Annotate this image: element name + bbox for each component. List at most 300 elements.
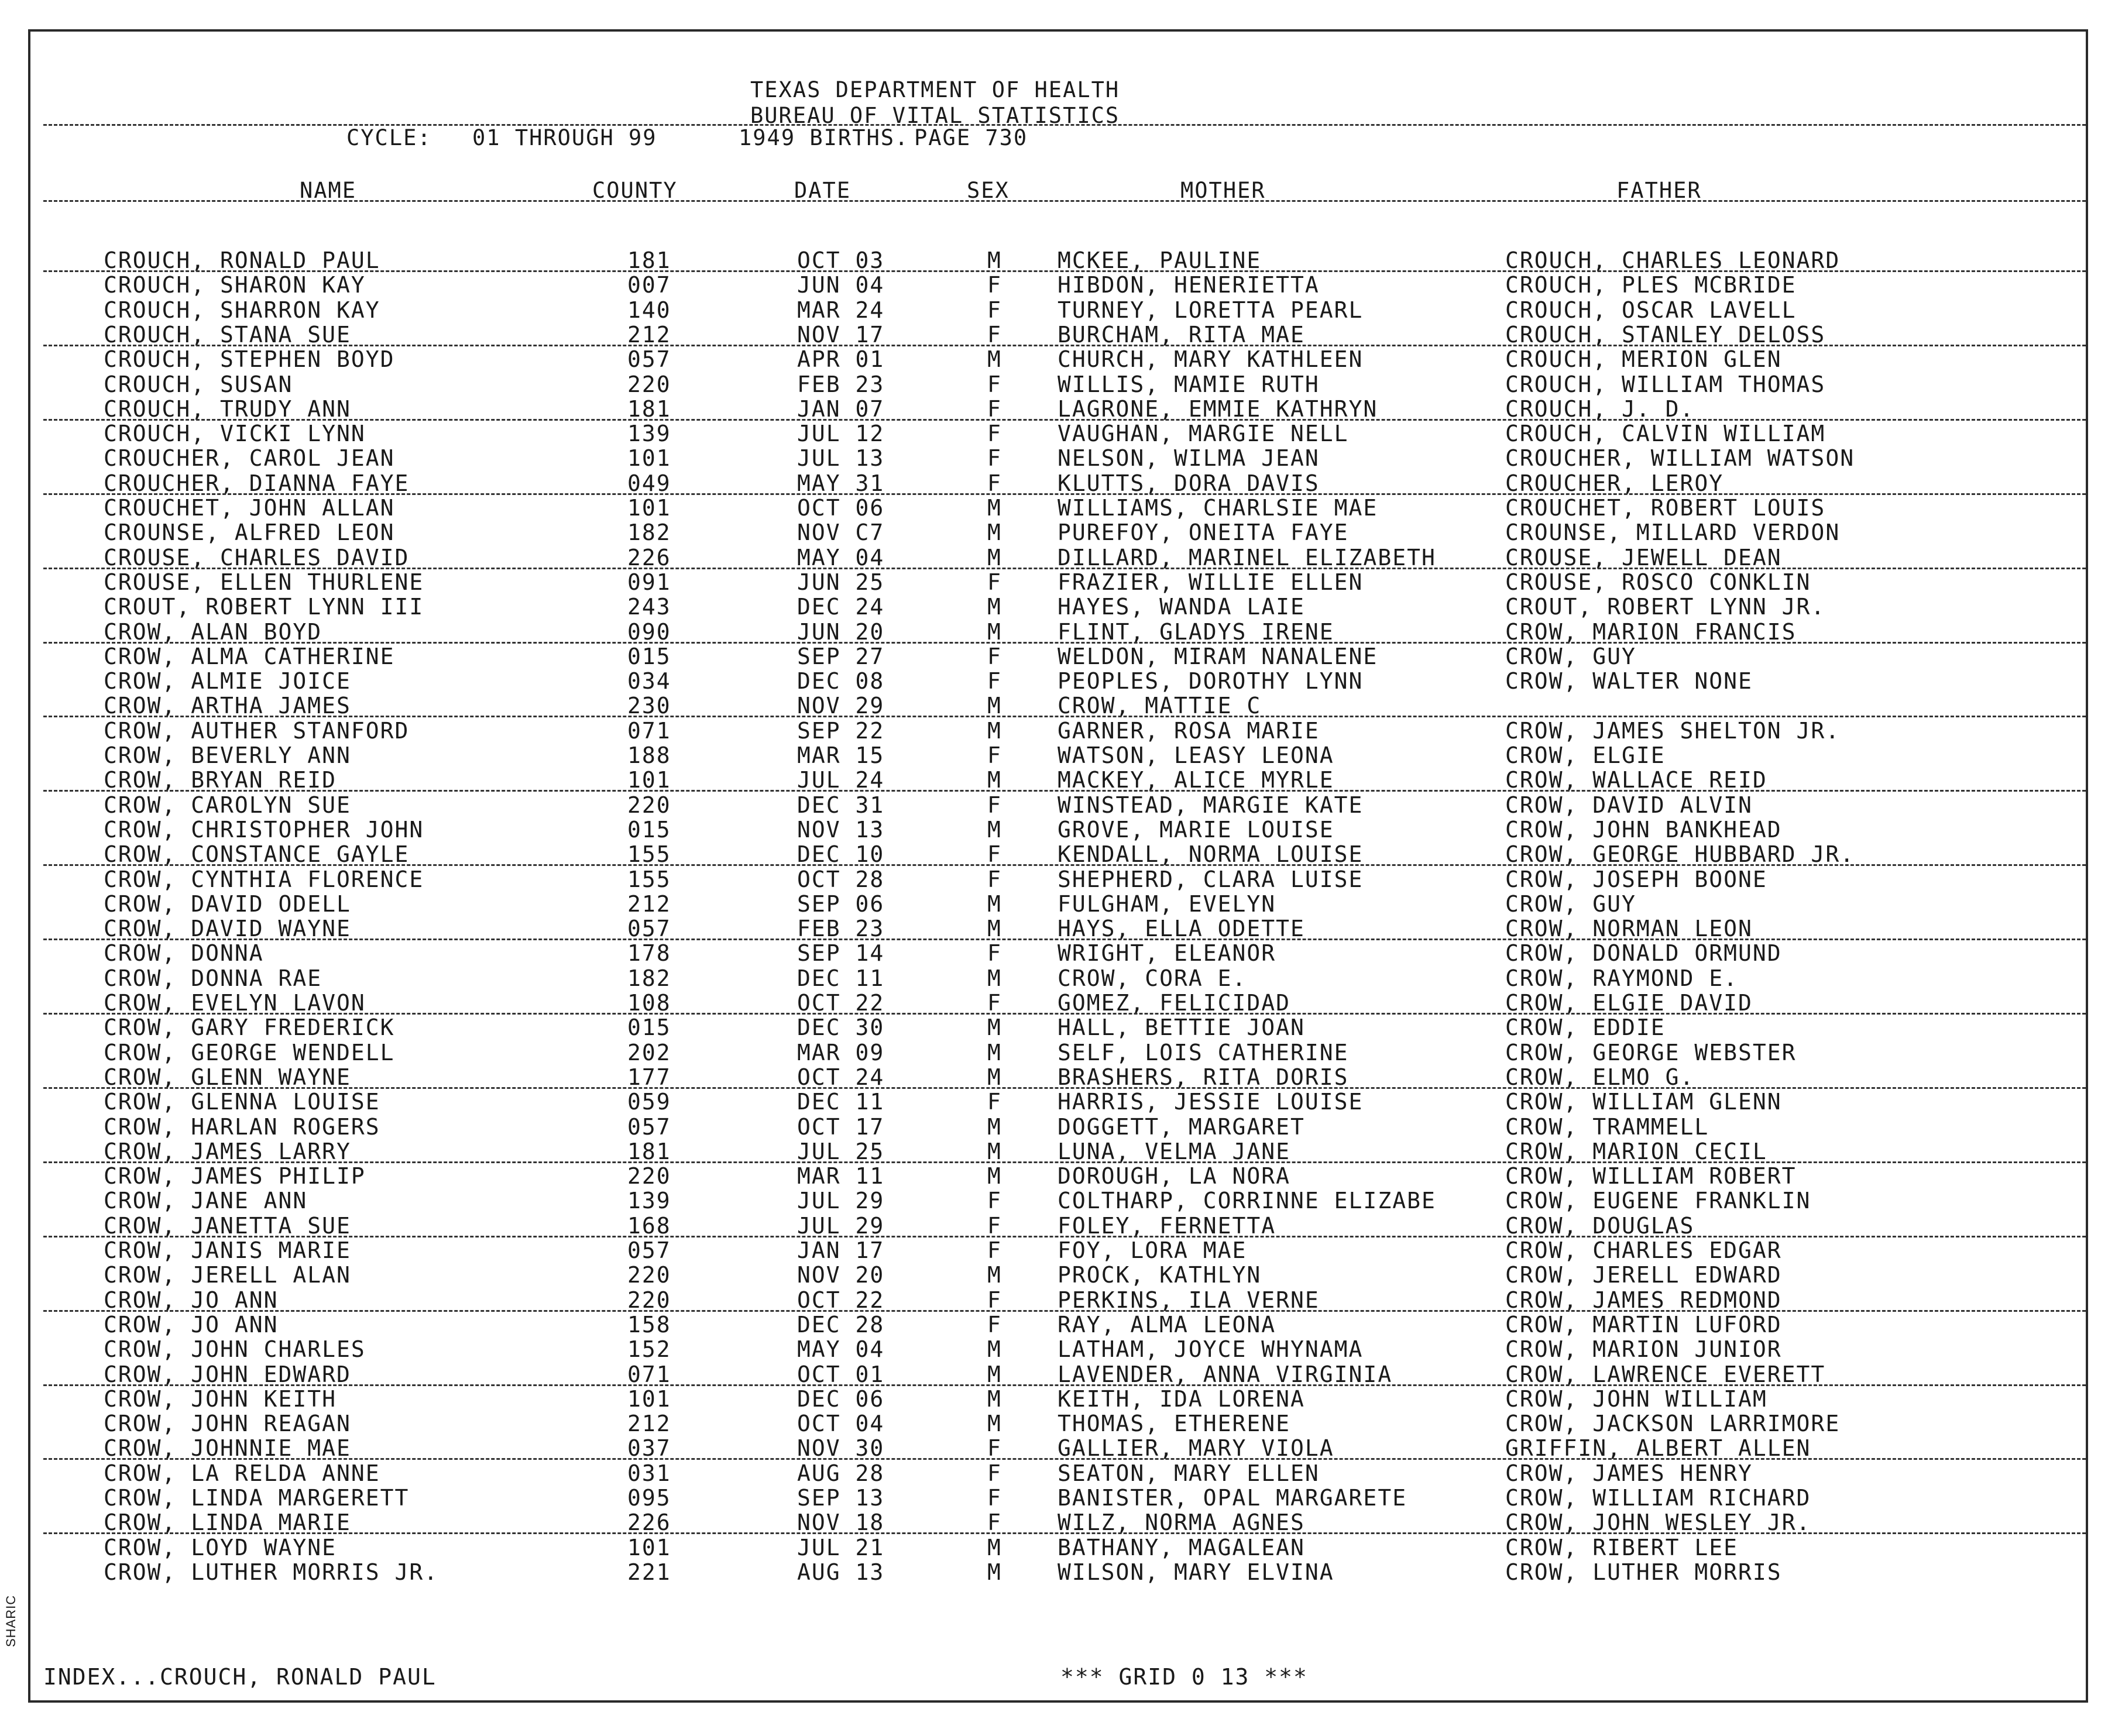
record-father: CROW, CHARLES EDGAR <box>1505 1237 1782 1263</box>
record-name: CROW, CHRISTOPHER JOHN <box>104 816 424 843</box>
record-county: 101 <box>627 1534 671 1560</box>
record-name: CROW, GLENNA LOUISE <box>104 1089 380 1115</box>
column-header-sex: SEX <box>967 178 1010 203</box>
record-county: 181 <box>627 396 671 422</box>
record-name: CROW, LUTHER MORRIS JR. <box>104 1559 439 1585</box>
record-mother: GOMEZ, FELICIDAD <box>1058 990 1291 1016</box>
record-sex: M <box>987 767 1002 793</box>
record-mother: FOLEY, FERNETTA <box>1058 1212 1276 1239</box>
column-header-mother: MOTHER <box>1180 178 1266 203</box>
record-mother: FLINT, GLADYS IRENE <box>1058 618 1334 645</box>
record-sex: M <box>987 1534 1002 1560</box>
record-father: CROW, NORMAN LEON <box>1505 916 1753 942</box>
record-mother: WELDON, MIRAM NANALENE <box>1058 643 1378 669</box>
record-mother: HAYES, WANDA LAIE <box>1058 594 1305 620</box>
record-date: DEC 31 <box>797 792 885 818</box>
record-mother: BRASHERS, RITA DORIS <box>1058 1064 1349 1090</box>
record-sex: M <box>987 1015 1002 1041</box>
page-number: PAGE 730 <box>914 125 1028 150</box>
record-date: NOV 13 <box>797 816 885 843</box>
record-mother: KEITH, IDA LORENA <box>1058 1386 1305 1412</box>
record-name: CROW, DAVID ODELL <box>104 891 351 917</box>
record-mother: SHEPHERD, CLARA LUISE <box>1058 866 1364 892</box>
record-date: OCT 03 <box>797 247 885 273</box>
row-divider <box>43 1458 2086 1460</box>
record-sex: F <box>987 1485 1002 1511</box>
record-county: 158 <box>627 1311 671 1338</box>
record-date: OCT 22 <box>797 1287 885 1313</box>
record-date: JAN 07 <box>797 396 885 422</box>
record-sex: M <box>987 965 1002 991</box>
record-name: CROW, JAMES PHILIP <box>104 1163 366 1190</box>
record-name: CROUCH, STEPHEN BOYD <box>104 346 395 373</box>
record-name: CROUCHER, CAROL JEAN <box>104 445 395 472</box>
record-name: CROUCH, VICKI LYNN <box>104 421 366 447</box>
record-father: CROW, GUY <box>1505 891 1636 917</box>
record-name: CROUCH, TRUDY ANN <box>104 396 351 422</box>
record-county: 037 <box>627 1435 671 1462</box>
record-name: CROW, JAMES LARRY <box>104 1138 351 1164</box>
record-father: CROW, WILLIAM RICHARD <box>1505 1485 1811 1511</box>
record-father: CROW, MARION FRANCIS <box>1505 618 1797 645</box>
record-name: CROW, GEORGE WENDELL <box>104 1039 395 1065</box>
record-sex: M <box>987 495 1002 521</box>
record-mother: MACKEY, ALICE MYRLE <box>1058 767 1334 793</box>
record-sex: F <box>987 396 1002 422</box>
record-name: CROW, EVELYN LAVON <box>104 990 366 1016</box>
record-father: CROW, WILLIAM ROBERT <box>1505 1163 1797 1190</box>
record-date: OCT 17 <box>797 1113 885 1140</box>
row-divider <box>43 1532 2086 1534</box>
record-sex: F <box>987 371 1002 397</box>
record-name: CROW, ARTHA JAMES <box>104 693 351 719</box>
record-name: CROUCHER, DIANNA FAYE <box>104 470 410 496</box>
record-name: CROUSE, ELLEN THURLENE <box>104 569 424 595</box>
document-page <box>28 29 2088 1703</box>
record-father: CROW, WALLACE REID <box>1505 767 1767 793</box>
record-date: NOV 29 <box>797 693 885 719</box>
record-county: 220 <box>627 1163 671 1190</box>
record-mother: GROVE, MARIE LOUISE <box>1058 816 1334 843</box>
record-sex: F <box>987 742 1002 768</box>
record-mother: KENDALL, NORMA LOUISE <box>1058 841 1364 868</box>
record-date: DEC 28 <box>797 1311 885 1338</box>
record-sex: M <box>987 1163 1002 1190</box>
record-sex: F <box>987 1188 1002 1214</box>
record-county: 177 <box>627 1064 671 1090</box>
record-sex: M <box>987 1064 1002 1090</box>
row-divider <box>43 790 2086 792</box>
record-father: CROUCHER, LEROY <box>1505 470 1724 496</box>
record-sex: M <box>987 717 1002 744</box>
record-date: MAR 15 <box>797 742 885 768</box>
record-mother: WILSON, MARY ELVINA <box>1058 1559 1334 1585</box>
index-label: INDEX...CROUCH, RONALD PAUL <box>43 1664 437 1690</box>
record-father: CROW, JOSEPH BOONE <box>1505 866 1767 892</box>
record-name: CROW, JOHNNIE MAE <box>104 1435 351 1462</box>
record-name: CROW, GARY FREDERICK <box>104 1015 395 1041</box>
record-name: CROW, LINDA MARGERETT <box>104 1485 410 1511</box>
record-mother: GARNER, ROSA MARIE <box>1058 717 1320 744</box>
header-line-2: BUREAU OF VITAL STATISTICS <box>750 103 1120 128</box>
record-sex: M <box>987 816 1002 843</box>
record-sex: F <box>987 1311 1002 1338</box>
record-county: 140 <box>627 297 671 323</box>
record-sex: M <box>987 346 1002 373</box>
record-county: 057 <box>627 1113 671 1140</box>
record-mother: HIBDON, HENERIETTA <box>1058 272 1320 298</box>
column-header-county: COUNTY <box>592 178 678 203</box>
record-county: 188 <box>627 742 671 768</box>
record-sex: M <box>987 1386 1002 1412</box>
record-mother: FRAZIER, WILLIE ELLEN <box>1058 569 1364 595</box>
record-county: 178 <box>627 940 671 967</box>
record-name: CROW, DAVID WAYNE <box>104 916 351 942</box>
record-father: CROUNSE, MILLARD VERDON <box>1505 520 1841 546</box>
record-father: CROW, RIBERT LEE <box>1505 1534 1739 1560</box>
record-name: CROUCH, RONALD PAUL <box>104 247 380 273</box>
record-county: 168 <box>627 1212 671 1239</box>
record-county: 182 <box>627 965 671 991</box>
record-father: CROUCH, PLES MCBRIDE <box>1505 272 1797 298</box>
record-date: JUL 21 <box>797 1534 885 1560</box>
record-name: CROW, CYNTHIA FLORENCE <box>104 866 424 892</box>
record-sex: M <box>987 1039 1002 1065</box>
record-sex: F <box>987 668 1002 695</box>
record-father: CROUSE, JEWELL DEAN <box>1505 544 1782 570</box>
record-sex: M <box>987 916 1002 942</box>
record-name: CROUCHET, JOHN ALLAN <box>104 495 395 521</box>
record-county: 101 <box>627 495 671 521</box>
record-sex: F <box>987 1435 1002 1462</box>
column-header-divider <box>43 200 2086 202</box>
record-father: CROW, WILLIAM GLENN <box>1505 1089 1782 1115</box>
cycle-value: 01 THROUGH 99 <box>472 125 657 150</box>
record-sex: M <box>987 520 1002 546</box>
record-date: NOV 17 <box>797 321 885 348</box>
record-name: CROW, LINDA MARIE <box>104 1510 351 1536</box>
side-mark: SHARIC <box>4 1594 18 1647</box>
record-sex: F <box>987 1460 1002 1486</box>
record-sex: M <box>987 1559 1002 1585</box>
record-county: 059 <box>627 1089 671 1115</box>
record-county: 181 <box>627 1138 671 1164</box>
record-county: 095 <box>627 1485 671 1511</box>
record-date: MAY 31 <box>797 470 885 496</box>
record-father: CROW, JOHN WESLEY JR. <box>1505 1510 1811 1536</box>
record-name: CROW, JANETTA SUE <box>104 1212 351 1239</box>
record-date: JUN 20 <box>797 618 885 645</box>
record-mother: HAYS, ELLA ODETTE <box>1058 916 1305 942</box>
record-date: APR 01 <box>797 346 885 373</box>
record-mother: PEOPLES, DOROTHY LYNN <box>1058 668 1364 695</box>
record-county: 057 <box>627 916 671 942</box>
record-mother: KLUTTS, DORA DAVIS <box>1058 470 1320 496</box>
record-mother: WILZ, NORMA AGNES <box>1058 1510 1305 1536</box>
record-father: CROW, JAMES HENRY <box>1505 1460 1753 1486</box>
record-father: CROW, JOHN WILLIAM <box>1505 1386 1767 1412</box>
record-county: 007 <box>627 272 671 298</box>
record-date: OCT 06 <box>797 495 885 521</box>
record-name: CROUCH, SUSAN <box>104 371 293 397</box>
record-date: FEB 23 <box>797 916 885 942</box>
record-date: JUN 04 <box>797 272 885 298</box>
record-father: CROW, EUGENE FRANKLIN <box>1505 1188 1811 1214</box>
record-county: 212 <box>627 891 671 917</box>
record-sex: F <box>987 990 1002 1016</box>
record-name: CROUNSE, ALFRED LEON <box>104 520 395 546</box>
cycle-label: CYCLE: <box>346 125 432 150</box>
record-name: CROW, LA RELDA ANNE <box>104 1460 380 1486</box>
record-father: GRIFFIN, ALBERT ALLEN <box>1505 1435 1811 1462</box>
record-sex: M <box>987 247 1002 273</box>
record-father: CROW, MARION CECIL <box>1505 1138 1767 1164</box>
record-county: 071 <box>627 717 671 744</box>
record-mother: CROW, CORA E. <box>1058 965 1247 991</box>
record-mother: WILLIAMS, CHARLSIE MAE <box>1058 495 1378 521</box>
record-mother: HARRIS, JESSIE LOUISE <box>1058 1089 1364 1115</box>
record-father: CROUCH, OSCAR LAVELL <box>1505 297 1797 323</box>
record-mother: DILLARD, MARINEL ELIZABETH <box>1058 544 1436 570</box>
record-date: SEP 13 <box>797 1485 885 1511</box>
record-father: CROW, DAVID ALVIN <box>1505 792 1753 818</box>
record-name: CROW, ALMIE JOICE <box>104 668 351 695</box>
record-mother: PERKINS, ILA VERNE <box>1058 1287 1320 1313</box>
record-mother: LUNA, VELMA JANE <box>1058 1138 1291 1164</box>
record-mother: BANISTER, OPAL MARGARETE <box>1058 1485 1407 1511</box>
record-mother: CROW, MATTIE C <box>1058 693 1262 719</box>
record-county: 049 <box>627 470 671 496</box>
record-county: 212 <box>627 1411 671 1437</box>
record-sex: F <box>987 792 1002 818</box>
record-name: CROW, CAROLYN SUE <box>104 792 351 818</box>
record-sex: M <box>987 1113 1002 1140</box>
record-date: AUG 28 <box>797 1460 885 1486</box>
record-name: CROW, CONSTANCE GAYLE <box>104 841 410 868</box>
record-sex: M <box>987 1361 1002 1387</box>
record-county: 101 <box>627 1386 671 1412</box>
record-father: CROW, RAYMOND E. <box>1505 965 1739 991</box>
record-sex: M <box>987 594 1002 620</box>
record-name: CROUCH, SHARON KAY <box>104 272 366 298</box>
record-date: MAR 11 <box>797 1163 885 1190</box>
record-father: CROW, MARTIN LUFORD <box>1505 1311 1782 1338</box>
record-date: MAY 04 <box>797 1336 885 1363</box>
record-father: CROUSE, ROSCO CONKLIN <box>1505 569 1811 595</box>
record-mother: LAVENDER, ANNA VIRGINIA <box>1058 1361 1393 1387</box>
record-name: CROW, GLENN WAYNE <box>104 1064 351 1090</box>
births-label: 1949 BIRTHS. <box>739 125 909 150</box>
record-date: JUL 24 <box>797 767 885 793</box>
record-county: 034 <box>627 668 671 695</box>
record-father: CROW, LAWRENCE EVERETT <box>1505 1361 1826 1387</box>
record-sex: M <box>987 891 1002 917</box>
record-father: CROUCH, MERION GLEN <box>1505 346 1782 373</box>
record-name: CROW, JO ANN <box>104 1311 279 1338</box>
record-county: 181 <box>627 247 671 273</box>
record-sex: M <box>987 693 1002 719</box>
record-mother: COLTHARP, CORRINNE ELIZABE <box>1058 1188 1436 1214</box>
record-date: JUL 13 <box>797 445 885 472</box>
record-sex: M <box>987 618 1002 645</box>
record-county: 152 <box>627 1336 671 1363</box>
record-county: 101 <box>627 767 671 793</box>
record-sex: F <box>987 272 1002 298</box>
record-county: 220 <box>627 1262 671 1288</box>
record-father: CROW, GEORGE WEBSTER <box>1505 1039 1797 1065</box>
record-county: 155 <box>627 866 671 892</box>
column-header-father: FATHER <box>1616 178 1702 203</box>
record-mother: PROCK, KATHLYN <box>1058 1262 1262 1288</box>
record-county: 139 <box>627 421 671 447</box>
grid-label: *** GRID 0 13 *** <box>1060 1664 1308 1690</box>
record-father: CROUCH, WILLIAM THOMAS <box>1505 371 1826 397</box>
record-mother: DOGGETT, MARGARET <box>1058 1113 1305 1140</box>
record-date: DEC 10 <box>797 841 885 868</box>
record-date: DEC 11 <box>797 965 885 991</box>
record-date: NOV C7 <box>797 520 885 546</box>
record-date: DEC 06 <box>797 1386 885 1412</box>
record-mother: SELF, LOIS CATHERINE <box>1058 1039 1349 1065</box>
record-date: OCT 28 <box>797 866 885 892</box>
record-county: 015 <box>627 643 671 669</box>
record-mother: BATHANY, MAGALEAN <box>1058 1534 1305 1560</box>
record-name: CROW, ALMA CATHERINE <box>104 643 395 669</box>
record-county: 090 <box>627 618 671 645</box>
record-sex: F <box>987 569 1002 595</box>
record-county: 108 <box>627 990 671 1016</box>
record-mother: VAUGHAN, MARGIE NELL <box>1058 421 1349 447</box>
record-date: JUL 29 <box>797 1188 885 1214</box>
record-name: CROW, ALAN BOYD <box>104 618 322 645</box>
record-father: CROW, DOUGLAS <box>1505 1212 1695 1239</box>
record-father: CROW, JERELL EDWARD <box>1505 1262 1782 1288</box>
record-date: FEB 23 <box>797 371 885 397</box>
record-date: OCT 24 <box>797 1064 885 1090</box>
record-father: CROUCHER, WILLIAM WATSON <box>1505 445 1855 472</box>
record-sex: M <box>987 1336 1002 1363</box>
record-date: MAY 04 <box>797 544 885 570</box>
record-county: 220 <box>627 1287 671 1313</box>
record-father: CROUT, ROBERT LYNN JR. <box>1505 594 1826 620</box>
record-father: CROW, WALTER NONE <box>1505 668 1753 695</box>
record-mother: DOROUGH, LA NORA <box>1058 1163 1291 1190</box>
record-date: SEP 14 <box>797 940 885 967</box>
record-name: CROW, LOYD WAYNE <box>104 1534 337 1560</box>
record-sex: F <box>987 1287 1002 1313</box>
record-father: CROUCH, CHARLES LEONARD <box>1505 247 1841 273</box>
record-date: OCT 04 <box>797 1411 885 1437</box>
record-name: CROW, JOHN CHARLES <box>104 1336 366 1363</box>
record-mother: NELSON, WILMA JEAN <box>1058 445 1320 472</box>
column-header-date: DATE <box>794 178 852 203</box>
record-name: CROW, AUTHER STANFORD <box>104 717 410 744</box>
record-mother: FULGHAM, EVELYN <box>1058 891 1276 917</box>
record-county: 220 <box>627 792 671 818</box>
record-father: CROW, GEORGE HUBBARD JR. <box>1505 841 1855 868</box>
record-county: 101 <box>627 445 671 472</box>
record-sex: F <box>987 940 1002 967</box>
record-mother: THOMAS, ETHERENE <box>1058 1411 1291 1437</box>
record-father: CROW, GUY <box>1505 643 1636 669</box>
record-county: 057 <box>627 346 671 373</box>
record-date: NOV 20 <box>797 1262 885 1288</box>
record-name: CROW, DONNA RAE <box>104 965 322 991</box>
record-county: 230 <box>627 693 671 719</box>
record-date: DEC 08 <box>797 668 885 695</box>
record-sex: F <box>987 1237 1002 1263</box>
record-date: SEP 27 <box>797 643 885 669</box>
record-date: DEC 11 <box>797 1089 885 1115</box>
record-father: CROUCH, J. D. <box>1505 396 1695 422</box>
record-mother: HALL, BETTIE JOAN <box>1058 1015 1305 1041</box>
record-father: CROW, JOHN BANKHEAD <box>1505 816 1782 843</box>
record-date: JUL 12 <box>797 421 885 447</box>
record-mother: MCKEE, PAULINE <box>1058 247 1262 273</box>
record-county: 226 <box>627 544 671 570</box>
record-county: 015 <box>627 816 671 843</box>
row-divider <box>43 864 2086 866</box>
record-name: CROW, JERELL ALAN <box>104 1262 351 1288</box>
record-sex: F <box>987 1089 1002 1115</box>
record-father: CROW, ELMO G. <box>1505 1064 1695 1090</box>
record-mother: FOY, LORA MAE <box>1058 1237 1247 1263</box>
record-county: 015 <box>627 1015 671 1041</box>
record-sex: M <box>987 1138 1002 1164</box>
record-mother: WRIGHT, ELEANOR <box>1058 940 1276 967</box>
record-father: CROUCH, CALVIN WILLIAM <box>1505 421 1826 447</box>
record-name: CROW, JANE ANN <box>104 1188 308 1214</box>
record-date: JAN 17 <box>797 1237 885 1263</box>
record-county: 071 <box>627 1361 671 1387</box>
record-county: 221 <box>627 1559 671 1585</box>
record-county: 243 <box>627 594 671 620</box>
record-mother: WINSTEAD, MARGIE KATE <box>1058 792 1364 818</box>
record-date: JUL 25 <box>797 1138 885 1164</box>
record-date: DEC 24 <box>797 594 885 620</box>
record-name: CROUCH, STANA SUE <box>104 321 351 348</box>
record-county: 182 <box>627 520 671 546</box>
record-county: 091 <box>627 569 671 595</box>
record-date: OCT 22 <box>797 990 885 1016</box>
record-father: CROUCH, STANLEY DELOSS <box>1505 321 1826 348</box>
record-sex: F <box>987 1510 1002 1536</box>
record-name: CROUCH, SHARRON KAY <box>104 297 380 323</box>
column-header-name: NAME <box>300 178 357 203</box>
record-county: 212 <box>627 321 671 348</box>
record-sex: F <box>987 297 1002 323</box>
record-mother: LATHAM, JOYCE WHYNAMA <box>1058 1336 1364 1363</box>
record-mother: BURCHAM, RITA MAE <box>1058 321 1305 348</box>
record-date: SEP 06 <box>797 891 885 917</box>
record-father: CROW, JACKSON LARRIMORE <box>1505 1411 1841 1437</box>
record-father: CROW, ELGIE <box>1505 742 1666 768</box>
record-date: JUN 25 <box>797 569 885 595</box>
record-date: NOV 30 <box>797 1435 885 1462</box>
record-father: CROW, JAMES REDMOND <box>1505 1287 1782 1313</box>
record-county: 155 <box>627 841 671 868</box>
record-father: CROW, DONALD ORMUND <box>1505 940 1782 967</box>
record-mother: WATSON, LEASY LEONA <box>1058 742 1334 768</box>
record-father: CROW, JAMES SHELTON JR. <box>1505 717 1841 744</box>
record-father: CROW, EDDIE <box>1505 1015 1666 1041</box>
record-name: CROW, HARLAN ROGERS <box>104 1113 380 1140</box>
record-county: 226 <box>627 1510 671 1536</box>
record-father: CROW, LUTHER MORRIS <box>1505 1559 1782 1585</box>
record-name: CROUSE, CHARLES DAVID <box>104 544 410 570</box>
header-line-1: TEXAS DEPARTMENT OF HEALTH <box>750 77 1120 102</box>
record-mother: SEATON, MARY ELLEN <box>1058 1460 1320 1486</box>
